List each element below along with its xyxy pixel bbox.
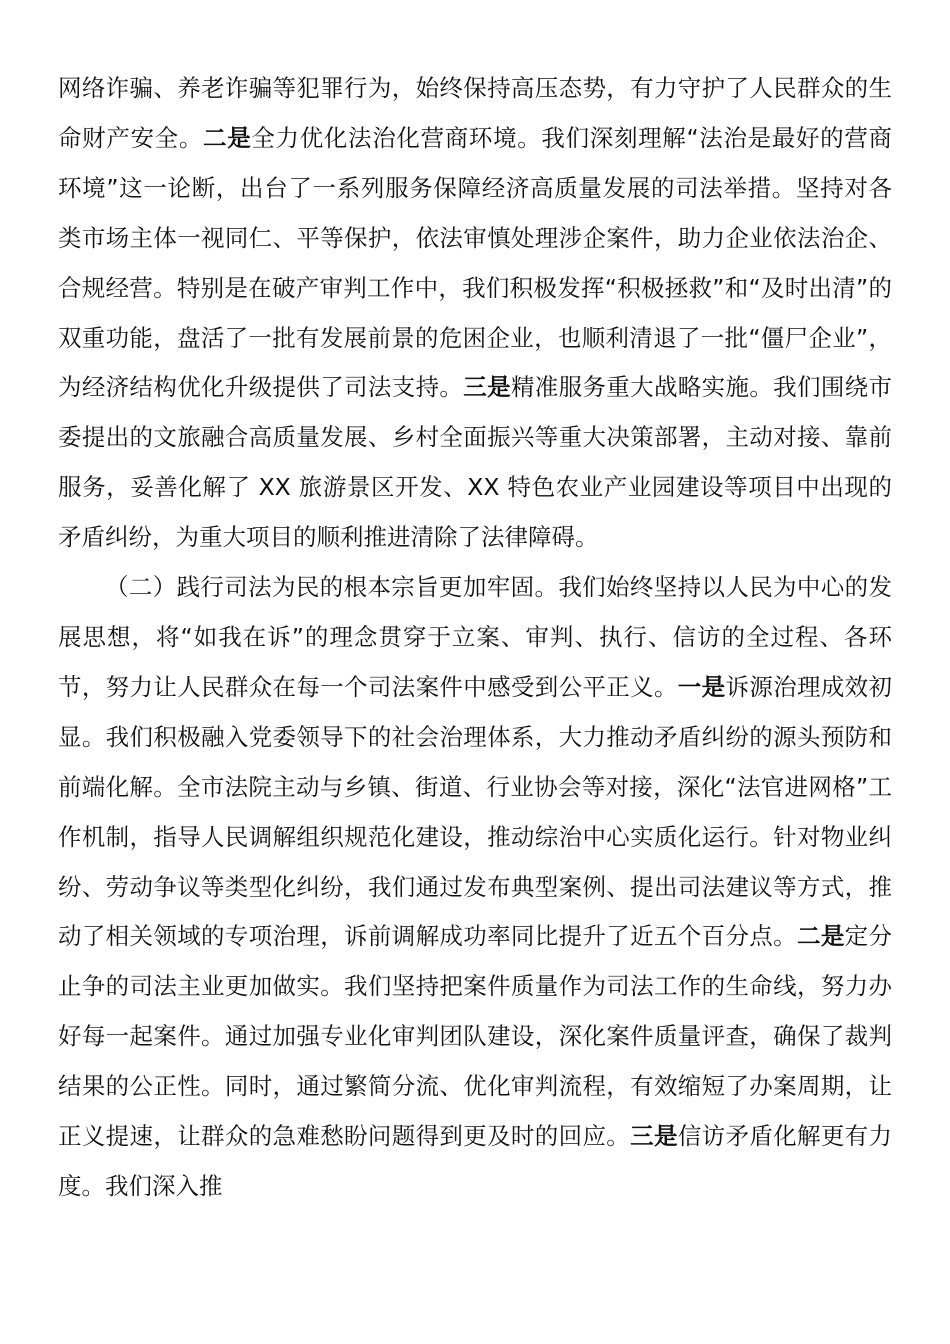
item-label-three: 三是 xyxy=(630,1122,678,1151)
paragraph-2-text: 信访矛盾化解更有力度。我们深入推 xyxy=(58,1122,893,1200)
paragraph-1-text: 全力优化法治化营商环境。我们深刻理解“法治是最好的营商环境”这一论断，出台了一系列服务保障经济高质量发展的司法举措。坚持对各类市场主体一视同仁、平等保护，依法审慎处理涉企案件，助力企业依法治企、合规经营。特别是在破产审判工作中，我们积极发挥“积极拯救”和“及时出清”的双重功能，盘活了一批有发展前景的危困企业，也顺利清退了一批“僵尸企业”，为经济结构优化升级提供了司法支持。 xyxy=(58,123,892,402)
paragraph-2 xyxy=(58,563,892,1212)
paragraph-1 xyxy=(58,64,892,563)
item-label-two: 二是 xyxy=(203,123,252,152)
item-label-one: 一是 xyxy=(677,672,726,701)
item-label-two: 二是 xyxy=(796,922,845,951)
section-heading-text: （二）践行司法为民的根本宗旨更加牢固。我们始终坚持以人民为中心的发展思想，将“如我在诉”的理念贯穿于立案、审判、执行、信访的全过程、各环节，努力让人民群众在每一个司法案件中感受到公平正义。 xyxy=(58,573,892,701)
item-label-three: 三是 xyxy=(463,373,511,402)
paragraph-2-text: 诉源治理成效初显。我们积极融入党委领导下的社会治理体系，大力推动矛盾纠纷的源头预防和前端化解。全市法院主动与乡镇、街道、行业协会等对接，深化“法官进网格”工作机制，指导人民调解组织规范化建设，推动综治中心实质化运行。针对物业纠纷、劳动争议等类型化纠纷，我们通过发布典型案例、提出司法建议等方式，推动了相关领域的专项治理，诉前调解成功率同比提升了近五个百分点。 xyxy=(58,672,893,951)
paragraph-2-text: 定分止争的司法主业更加做实。我们坚持把案件质量作为司法工作的生命线，努力办好每一起案件。通过加强专业化审判团队建设，深化案件质量评查，确保了裁判结果的公正性。同时，通过繁简分流、优化审判流程，有效缩短了办案周期，让正义提速，让群众的急难愁盼问题得到更及时的回应。 xyxy=(58,922,893,1151)
paragraph-1-text: 精准服务重大战略实施。我们围绕市委提出的文旅融合高质量发展、乡村全面振兴等重大决策部署，主动对接、靠前服务，妥善化解了 XX 旅游景区开发、XX 特色农业产业园建设等项目中出现的矛盾纠纷，为重大项目的顺利推进清除了法律障碍。 xyxy=(58,373,893,552)
document-page xyxy=(58,64,892,1212)
paragraph-1-text: 网络诈骗、养老诈骗等犯罪行为，始终保持高压态势，有力守护了人民群众的生命财产安全。 xyxy=(58,74,892,152)
